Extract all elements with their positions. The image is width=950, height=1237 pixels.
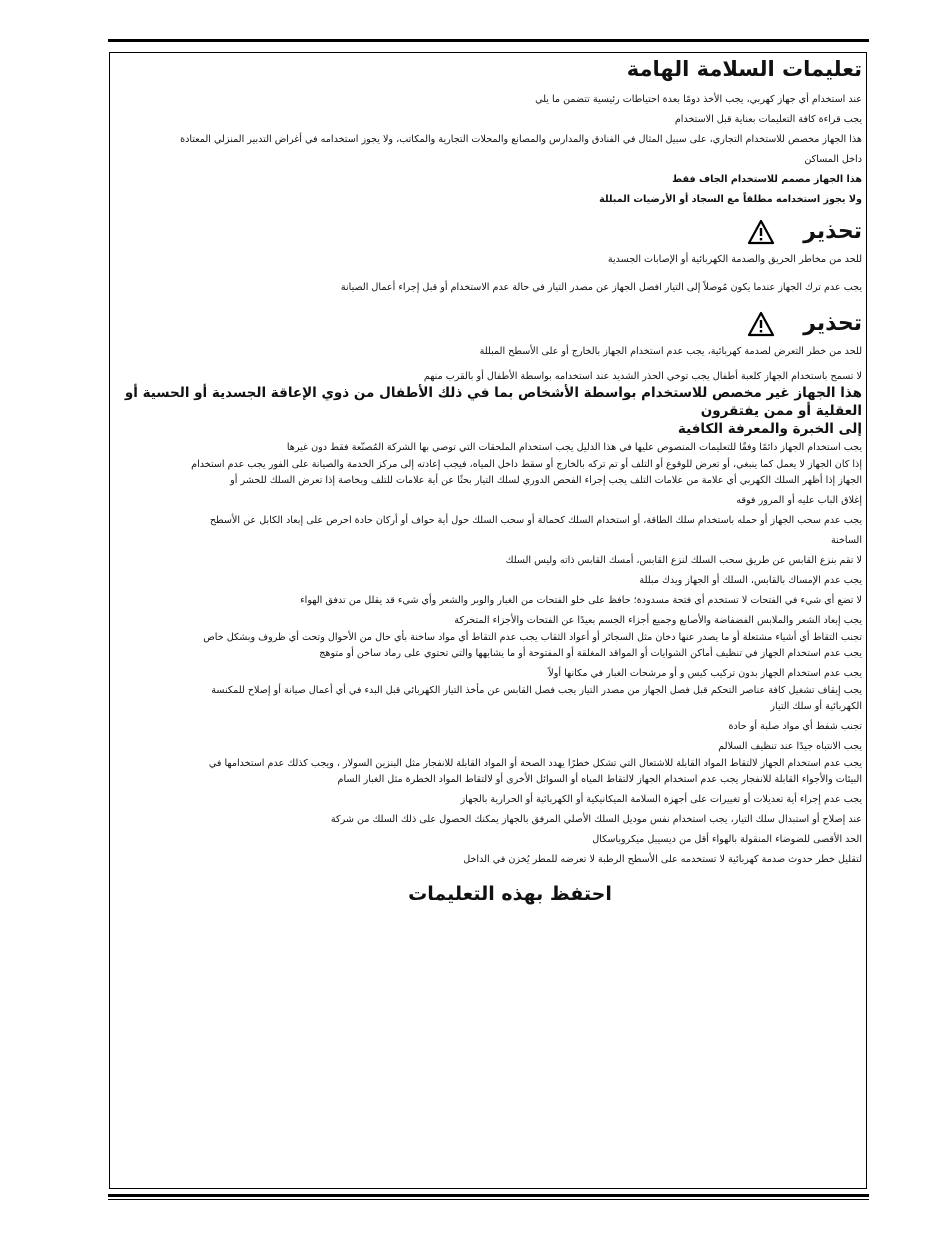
- warning-line: يجب عدم ترك الجهاز عندما يكون مُوصلاً إلى التيار افصل الجهاز عن مصدر التيار في حالة عدم الاستخدام أو قبل إجراء أعمال الصيانة: [340, 282, 862, 293]
- safety-item: يجب إيقاف تشغيل كافة عناصر التحكم قبل فصل الجهاز من مصدر التيار يجب فصل القابس عن مأخذ التيار الكهربائي قبل البدء في أي أعمال صيانة أو إصلاح للمكنسة: [211, 685, 862, 696]
- keep-instructions-title: احتفظ بهذه التعليمات: [408, 883, 612, 905]
- safety-item: يجب عدم استخدام الجهاز لالتقاط المواد القابلة للاشتعال التي تشكل خطرًا يهدد الصحة أو المواد القابلة للانفجار مثل البنزين السولار ، ويجب كذلك عدم استخدامها في: [208, 758, 862, 769]
- safety-item: الكهربائية أو سلك التيار: [770, 701, 862, 712]
- bottom-rule: [108, 1194, 869, 1197]
- intro-line: هذا الجهاز مخصص للاستخدام التجاري، على سبيل المثال في الفنادق والمدارس والمصانع والمحلات التجارية والمكاتب، ولا يجوز استخدامه في أغراض التدبير المنزلي المعتادة: [180, 134, 862, 145]
- children-note: لا تسمح باستخدام الجهاز كلعبة أطفال يجب توخي الحذر الشديد عند استخدامه بواسطة الأطفال أو بالقرب منهم: [423, 371, 862, 382]
- page-title: تعليمات السلامة الهامة: [626, 57, 862, 81]
- safety-item: يجب عدم استخدام الجهاز في تنظيف أماكن الشوايات أو المواقد المغلقة أو المفتوحة أو ما يشابهها والتي تحتوي على رماد ساخن أو متوهج: [319, 648, 862, 659]
- safety-item: عند إصلاح أو استبدال سلك التيار، يجب استخدام نفس موديل السلك الأصلي المرفق بالجهاز يمكنك الحصول على ذلك السلك من شركة: [330, 814, 862, 825]
- capability-warning: هذا الجهاز غير مخصص للاستخدام بواسطة الأشخاص بما في ذلك الأطفال من ذوي الإعاقة الجسدية أو الحسية أو العقلية أو ممن يفتقرون: [124, 385, 862, 419]
- safety-item: إغلاق الباب عليه أو المرور فوقه: [736, 495, 862, 506]
- warning-heading-1: [118, 214, 862, 250]
- warning-intro: للحد من خطر التعرض لصدمة كهربائية، يجب عدم استخدام الجهاز بالخارج أو على الأسطح المبللة: [479, 346, 862, 357]
- intro-line: يجب قراءة كافة التعليمات بعناية قبل الاستخدام: [674, 114, 862, 125]
- safety-item: الحد الأقصى للضوضاء المنقولة بالهواء أقل من ديسيبل ميكروباسكال: [592, 834, 862, 845]
- safety-item: الجهاز إذا أظهر السلك الكهربي أي علامة من علامات التلف يجب إجراء الفحص الدوري لسلك التيار بحثًا عن أية علامات للتلف وبخاصة إذا تعرض السلك للحشر أو: [230, 475, 862, 486]
- safety-item: البيئات والأجواء القابلة للانفجار يجب عدم استخدام الجهاز لالتقاط المياه أو السوائل الأخرى أو لالتقاط المواد الخطرة مثل الغبار السام: [337, 774, 862, 785]
- warning-triangle-icon: [747, 219, 775, 245]
- safety-item: يجب عدم الإمساك بالقابس، السلك أو الجهاز ويدك مبللة: [639, 575, 862, 586]
- intro-line: عند استخدام أي جهاز كهربي، يجب الأخذ دومًا بعدة احتياطات رئيسية تتضمن ما يلي: [535, 94, 862, 105]
- safety-item: يجب استخدام الجهاز دائمًا وفقًا للتعليمات المنصوص عليها في هذا الدليل يجب استخدام الملحقات التي توصي بها الشركة المُصنّعة فقط دون غيرها: [286, 442, 862, 453]
- safety-item: إذا كان الجهاز لا يعمل كما ينبغي، أو تعرض للوقوع أو التلف أو تم تركه بالخارج أو سقط داخل المياه، فيجب إعادته إلى مركز الخدمة والصيانة على الفور يجب عدم استخدام: [191, 459, 862, 470]
- wet-floor-note: ولا يجوز استخدامه مطلقاً مع السجاد أو الأرضيات المبللة: [599, 194, 862, 205]
- safety-item: يجب عدم سحب الجهاز أو حمله باستخدام سلك الطاقة، أو استخدام السلك كحمالة أو سحب السلك حول أية حواف أو أركان حادة احرص على إبعاد الكابل عن الأسطح: [209, 515, 862, 526]
- top-rule: [108, 39, 869, 42]
- capability-warning: إلى الخبرة والمعرفة الكافية: [677, 421, 862, 437]
- warning-title: تحذير: [803, 311, 862, 336]
- warning-triangle-icon: [747, 311, 775, 337]
- document-content: [118, 54, 862, 908]
- intro-line: داخل المساكن: [804, 154, 862, 165]
- warning-heading-2: [118, 306, 862, 342]
- safety-item: يجب عدم استخدام الجهاز بدون تركيب كيس و أو مرشحات الغبار في مكانها أولاً: [548, 668, 862, 679]
- safety-item: تجنب شفط أي مواد صلبة أو حادة: [728, 721, 862, 732]
- bottom-rule-thin: [108, 1199, 869, 1200]
- safety-item: لتقليل خطر حدوث صدمة كهربائية لا تستخدمه على الأسطح الرطبة لا تعرضه للمطر يُخزن في الداخل: [463, 854, 862, 865]
- safety-item: يجب عدم إجراء أية تعديلات أو تغييرات على أجهزة السلامة الميكانيكية أو الكهربائية أو الحرارية بالجهاز: [460, 794, 862, 805]
- dry-use-note: هذا الجهاز مصمم للاستخدام الجاف فقط: [672, 174, 862, 185]
- warning-line: للحد من مخاطر الحريق والصدمة الكهربائية أو الإصابات الجسدية: [607, 254, 862, 265]
- safety-item: يجب إبعاد الشعر والملابس الفضفاضة والأصابع وجميع أجزاء الجسم بعيدًا عن الفتحات والأجزاء المتحركة: [454, 615, 862, 626]
- safety-item: تجنب التقاط أي أشياء مشتعلة أو ما يصدر عنها دخان مثل السجائر أو أعواد الثقاب يجب عدم التقاط أي مواد ساخنة بأي حال من الأحوال وتحت أي ظروف وبشكل خاص: [203, 632, 862, 643]
- safety-item: لا تضع أي شيء في الفتحات لا تستخدم أي فتحة مسدودة؛ حافظ على خلو الفتحات من الغبار والوبر والشعر وأي شيء قد يقلل من تدفق الهواء: [300, 595, 862, 606]
- safety-item: يجب الانتباه جيدًا عند تنظيف السلالم: [718, 741, 862, 752]
- safety-item: الساخنة: [830, 535, 862, 546]
- warning-title: تحذير: [803, 219, 862, 244]
- safety-item: لا تقم بنزع القابس عن طريق سحب السلك لنزع القابس، أمسك القابس ذاته وليس السلك: [505, 555, 862, 566]
